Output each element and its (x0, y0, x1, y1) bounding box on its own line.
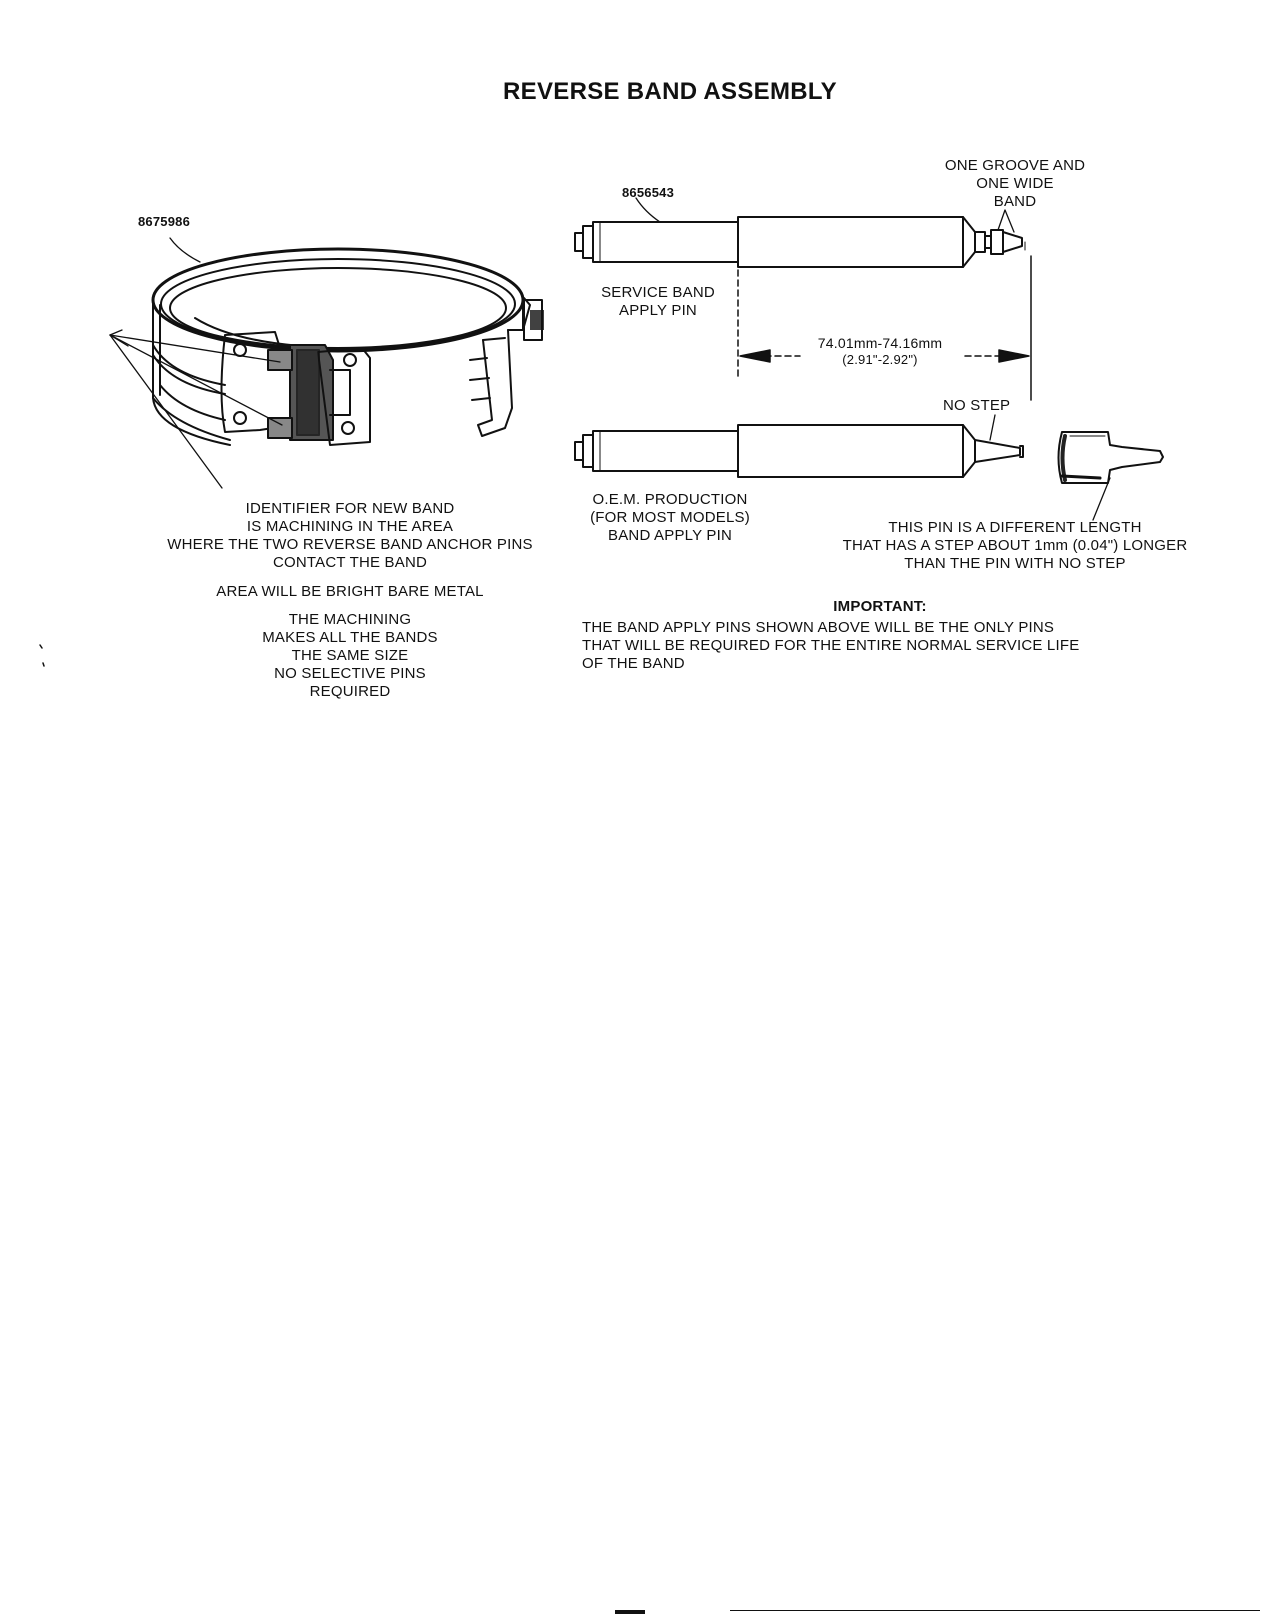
identifier-note (130, 500, 570, 572)
tip-groove-note (920, 157, 1110, 211)
dimension-metric: 74.01mm-74.16mm (817, 335, 943, 351)
step-pin-note-line-2: THAT HAS A STEP ABOUT 1mm (0.04") LONGER (842, 537, 1188, 554)
tip-groove-note-line-2: ONE WIDE (976, 175, 1054, 192)
stepped-pin-tip (1059, 432, 1164, 483)
oem-pin-label-line-1: O.E.M. PRODUCTION (592, 491, 748, 508)
identifier-leader-lines (110, 330, 282, 488)
machining-note-line-1: THE MACHINING (288, 611, 412, 628)
bottom-rule (730, 1610, 1260, 1611)
service-band-apply-pin (575, 217, 1025, 267)
step-pin-note (800, 519, 1230, 573)
oem-pin-label (570, 491, 770, 545)
service-pin-label-line-1: SERVICE BAND (601, 284, 715, 301)
band-part-number: 8675986 (138, 214, 191, 229)
machining-note-line-5: REQUIRED (309, 683, 391, 700)
dimension-imperial: (2.91"-2.92") (842, 352, 918, 367)
machining-note-line-4: NO SELECTIVE PINS (274, 665, 426, 682)
service-pin-part-number: 8656543 (622, 185, 675, 200)
service-pin-label-line-2: APPLY PIN (619, 302, 697, 319)
service-pin-label (578, 284, 738, 320)
identifier-note-line-2: IS MACHINING IN THE AREA (246, 518, 454, 535)
important-line-1: THE BAND APPLY PINS SHOWN ABOVE WILL BE THE ONLY PINS (582, 619, 1055, 636)
tip-groove-note-line-1: ONE GROOVE AND (944, 157, 1086, 174)
machining-note-line-3: THE SAME SIZE (291, 647, 409, 664)
pin-length-dimension (738, 256, 1031, 400)
identifier-note-line-3: WHERE THE TWO REVERSE BAND ANCHOR PINS (167, 536, 533, 553)
step-pin-note-line-1: THIS PIN IS A DIFFERENT LENGTH (888, 519, 1142, 536)
no-step-label: NO STEP (943, 397, 1011, 414)
tip-groove-note-line-3: BAND (993, 193, 1037, 210)
page-title: REVERSE BAND ASSEMBLY (503, 78, 837, 105)
oem-pin-label-line-2: (FOR MOST MODELS) (590, 509, 750, 526)
important-line-3: OF THE BAND (582, 655, 685, 672)
machining-note (200, 611, 500, 701)
bottom-mark (615, 1610, 645, 1614)
machining-note-line-2: MAKES ALL THE BANDS (262, 629, 438, 646)
important-line-2: THAT WILL BE REQUIRED FOR THE ENTIRE NORMAL SERVICE LIFE (582, 637, 1080, 654)
reverse-band-illustration (153, 249, 544, 445)
identifier-note-line-4: CONTACT THE BAND (272, 554, 428, 571)
oem-pin-label-line-3: BAND APPLY PIN (608, 527, 732, 544)
oem-band-apply-pin (575, 425, 1023, 477)
bare-metal-note: AREA WILL BE BRIGHT BARE METAL (216, 583, 484, 600)
step-pin-note-line-3: THAN THE PIN WITH NO STEP (904, 555, 1126, 572)
important-note (582, 619, 1202, 673)
important-heading: IMPORTANT: (833, 598, 927, 615)
identifier-note-line-1: IDENTIFIER FOR NEW BAND (245, 500, 455, 517)
